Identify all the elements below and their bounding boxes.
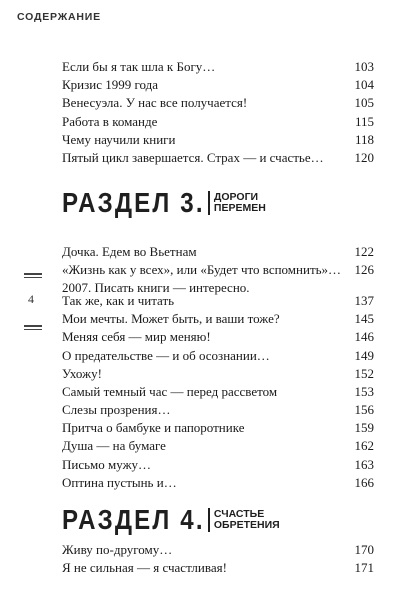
toc-entry[interactable] <box>62 456 374 474</box>
toc-entry-title: Если бы я так шла к Богу… <box>62 59 216 74</box>
toc-entry[interactable] <box>62 401 374 419</box>
toc-entry-title: Слезы прозрения… <box>62 402 171 418</box>
margin-dash <box>24 329 42 331</box>
toc-entry[interactable] <box>62 113 374 131</box>
section-heading-subtitle <box>214 192 266 215</box>
toc-entry[interactable] <box>62 541 374 559</box>
toc-entry-page: 149 <box>354 347 374 363</box>
toc-entry-page: 162 <box>354 438 374 454</box>
toc-entry-page: 163 <box>354 456 374 472</box>
toc-entry-page: 159 <box>354 420 374 436</box>
toc-entry[interactable] <box>62 58 374 76</box>
toc-entry[interactable] <box>62 76 374 94</box>
margin-dash <box>24 273 42 275</box>
toc-entry[interactable] <box>62 279 374 296</box>
toc-entry[interactable] <box>62 328 374 346</box>
toc-entry-title: Притча о бамбуке и папоротнике <box>62 420 245 436</box>
toc-entry[interactable] <box>62 419 374 437</box>
running-head: СОДЕРЖАНИЕ <box>17 11 101 23</box>
toc-entry-page: 115 <box>354 113 374 129</box>
section-heading-label: РАЗДЕЛ 4. <box>62 504 205 535</box>
toc-entry[interactable] <box>62 559 374 577</box>
toc-entry-page: 120 <box>354 149 374 165</box>
section-subtitle-line: ОБРЕТЕНИЯ <box>213 519 280 531</box>
toc-entry-page: 122 <box>354 244 374 259</box>
section-subtitle-line: ДОРОГИ <box>213 190 259 203</box>
toc-entry-page: 171 <box>354 560 374 576</box>
toc-entry-title: Я не сильная — я счастливая! <box>62 560 227 576</box>
margin-marker-top <box>24 273 42 280</box>
page-number: 4 <box>28 292 34 306</box>
margin-dash <box>24 277 42 279</box>
toc-entry-title: Так же, как и читать <box>62 292 175 308</box>
toc-entry-title: 2007. Писать книги — интересно. <box>62 280 250 296</box>
toc-entry-title: Мои мечты. Может быть, и ваши тоже? <box>62 311 280 327</box>
toc-entry-page: 105 <box>354 95 374 111</box>
toc-entry-page: 153 <box>354 383 374 399</box>
toc-entry[interactable] <box>62 365 374 383</box>
section-heading-label: РАЗДЕЛ 3. <box>62 187 205 218</box>
toc-entry-title: Дочка. Едем во Вьетнам <box>62 244 197 259</box>
toc-entry-page: 137 <box>354 292 374 308</box>
toc-entry-title: Меняя себя — мир меняю! <box>62 329 211 345</box>
toc-entry-page: 152 <box>354 365 374 381</box>
toc-entry[interactable] <box>62 94 374 112</box>
margin-dash <box>24 325 42 327</box>
toc-entry-title: Чему научили книги <box>62 131 176 147</box>
toc-entry-page: 156 <box>354 402 374 418</box>
section-heading-bar <box>208 191 210 215</box>
toc-list-section-4 <box>62 541 374 577</box>
toc-entry-title: Венесуэла. У нас все получается! <box>62 95 248 111</box>
section-heading-3[interactable] <box>62 188 266 218</box>
toc-entry-title: Работа в команде <box>62 113 158 129</box>
toc-entry[interactable] <box>62 131 374 149</box>
section-subtitle-line: ПЕРЕМЕН <box>213 202 266 214</box>
section-heading-bar <box>208 508 210 532</box>
toc-entry[interactable] <box>62 474 374 492</box>
toc-entry-title: Живу по-другому… <box>62 542 173 557</box>
toc-entry-title: Оптина пустынь и… <box>62 474 177 490</box>
toc-entry-page: 118 <box>354 131 374 147</box>
section-heading-4[interactable] <box>62 505 280 535</box>
toc-entry-page: 146 <box>354 329 374 345</box>
toc-entry-title: Письмо мужу… <box>62 456 152 472</box>
toc-list-top <box>62 58 374 167</box>
margin-marker-bottom <box>24 325 42 332</box>
toc-entry-title: Самый темный час — перед рассветом <box>62 383 278 399</box>
toc-entry-title: «Жизнь как у всех», или «Будет что вспомнить»… <box>62 262 342 278</box>
section-heading-subtitle <box>214 509 280 532</box>
toc-entry-title: Ухожу! <box>62 365 102 381</box>
toc-entry-page: 104 <box>354 77 374 93</box>
toc-entry[interactable] <box>62 310 374 328</box>
toc-entry-page: 103 <box>354 59 374 74</box>
toc-entry-page: 170 <box>354 542 374 557</box>
toc-entry[interactable] <box>62 383 374 401</box>
section-subtitle-line: СЧАСТЬЕ <box>213 507 265 520</box>
toc-entry[interactable] <box>62 149 374 167</box>
toc-list-section-3 <box>62 243 374 492</box>
toc-entry-title: Кризис 1999 года <box>62 77 159 93</box>
toc-entry-page: 145 <box>354 311 374 327</box>
toc-entry-page: 126 <box>354 262 374 278</box>
toc-entry[interactable] <box>62 243 374 261</box>
toc-entry-title: Пятый цикл завершается. Страх — и счастье… <box>62 149 324 165</box>
toc-entry-title: О предательстве — и об осознании… <box>62 347 270 363</box>
toc-entry-page: 166 <box>354 474 374 490</box>
toc-entry[interactable] <box>62 347 374 365</box>
toc-entry[interactable] <box>62 261 374 279</box>
toc-entry[interactable] <box>62 437 374 455</box>
toc-entry-title: Душа — на бумаге <box>62 438 166 454</box>
